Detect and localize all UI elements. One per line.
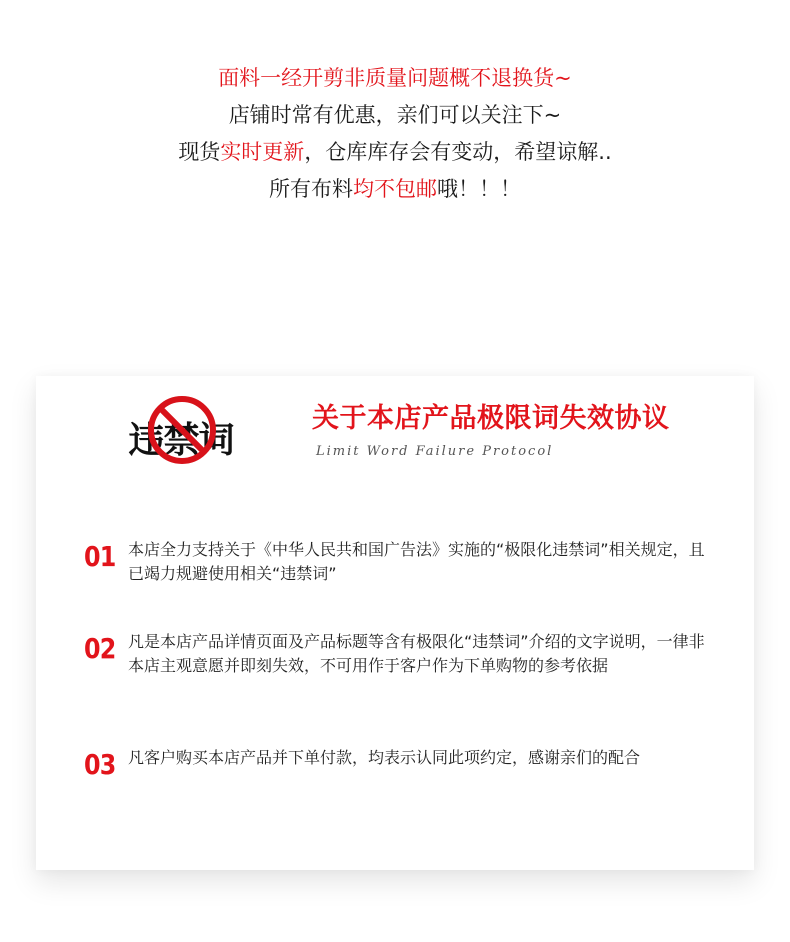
agreement-subtitle: Limit Word Failure Protocol [316, 444, 554, 459]
item-number: 03 [84, 748, 116, 781]
notice-line-4-post: 哦！！！ [437, 177, 521, 201]
item-number: 01 [84, 540, 116, 573]
notice-line-4 [0, 171, 790, 208]
notice-line-3 [0, 134, 790, 171]
item-text: 凡客户购买本店产品并下单付款，均表示认同此项约定，感谢亲们的配合 [128, 748, 641, 767]
notice-line-3-post: ，仓库库存会有变动，希望谅解.. [304, 140, 612, 164]
notice-block [0, 60, 790, 208]
notice-line-4-highlight: 均不包邮 [353, 177, 437, 201]
agreement-card [36, 376, 754, 870]
agreement-title: 关于本店产品极限词失效协议 [312, 403, 670, 434]
notice-line-1: 面料一经开剪非质量问题概不退换货~ [218, 66, 572, 90]
notice-line-3-pre: 现货 [178, 140, 221, 164]
logo-text: 违禁词 [128, 420, 234, 461]
notice-line-4-pre: 所有布料 [269, 177, 353, 201]
notice-line-2: 店铺时常有优惠，亲们可以关注下~ [228, 103, 562, 127]
item-text: 凡是本店产品详情页面及产品标题等含有极限化“违禁词”介绍的文字说明，一律非本店主观意愿并即刻失效，不可用作于客户作为下单购物的参考依据 [128, 632, 705, 675]
notice-line-3-highlight: 实时更新 [220, 140, 305, 164]
item-text: 本店全力支持关于《中华人民共和国广告法》实施的“极限化违禁词”相关规定，且已竭力规避使用相关“违禁词” [128, 540, 705, 583]
item-number: 02 [84, 632, 116, 665]
prohibited-icon [144, 392, 220, 468]
prohibited-words-logo [106, 390, 256, 470]
